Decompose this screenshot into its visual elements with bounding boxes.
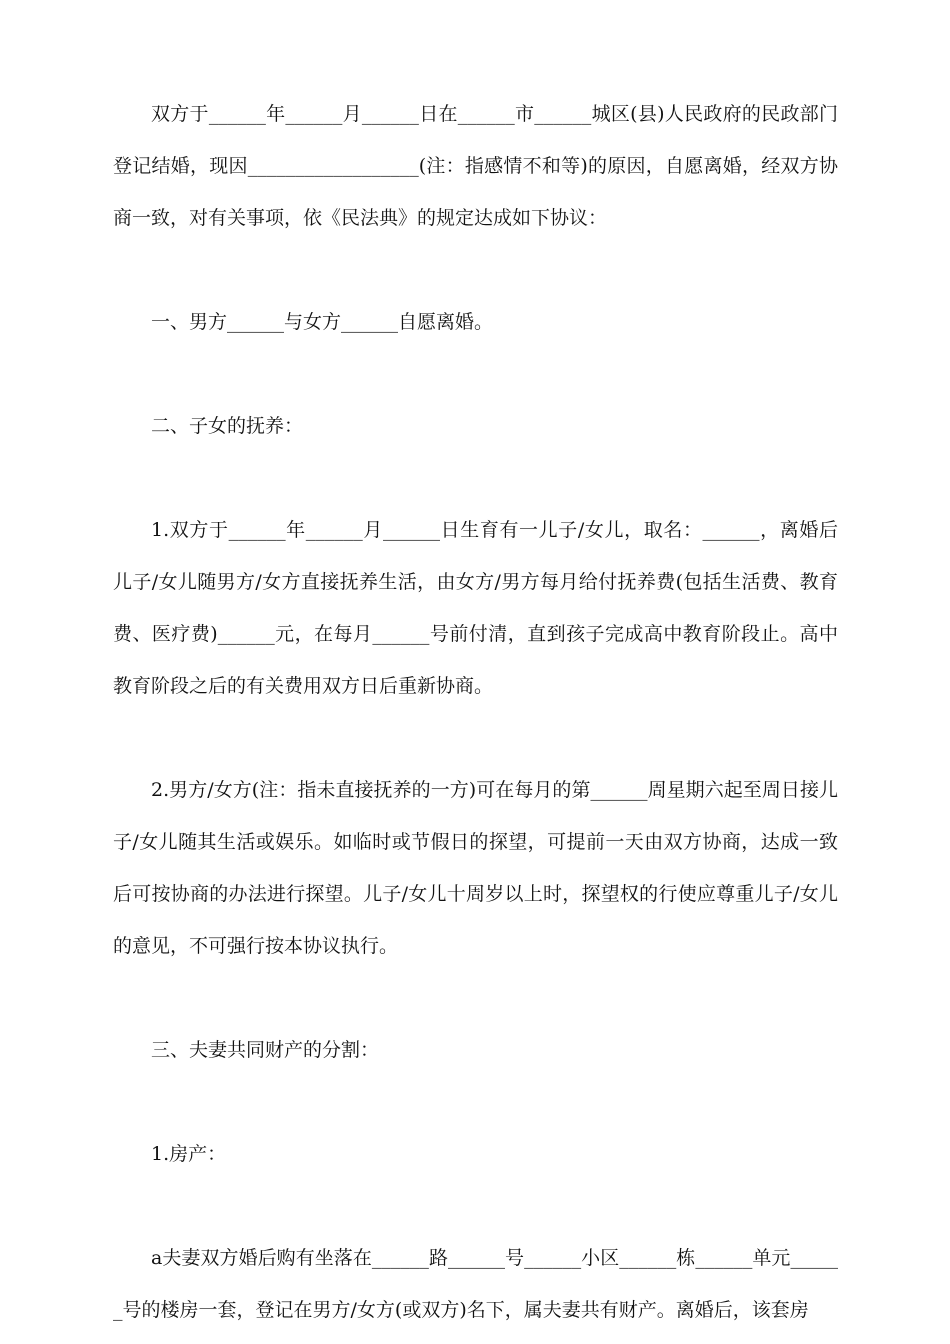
paragraph-gap [113, 972, 838, 1024]
document-page [113, 88, 838, 1336]
paragraph-child-custody: 1.双方于______年______月______日生育有一儿子/女儿，取名：______，离婚后儿子/女儿随男方/女方直接抚养生活，由女方/男方每月给付抚养费(包括生活费、教育费、医疗费)______元，在每月______号前付清，直到孩子完成高中教育阶段止。高中教育阶段之后的有关费用双方日后重新协商。 [113, 519, 838, 697]
paragraph-gap [113, 452, 838, 504]
paragraph-gap [113, 244, 838, 296]
paragraph-gap [113, 1076, 838, 1128]
paragraph-intro: 双方于______年______月______日在______市______城区(县)人民政府的民政部门登记结婚，现因__________________(注：指感情不和等)的原因，自愿离婚，经双方协商一致，对有关事项，依《民法典》的规定达成如下协议： [113, 103, 838, 229]
paragraph-house: a夫妻双方婚后购有坐落在______路______号______小区______栋______单元______号的楼房一套，登记在男方/女方(或双方)名下，属夫妻共有财产。离婚后，该套房 [113, 1247, 838, 1321]
paragraph-property-heading: 1.房产： [151, 1143, 227, 1165]
paragraph-gap [113, 1180, 838, 1232]
paragraph-section-one: 一、男方______与女方______自愿离婚。 [151, 311, 494, 333]
paragraph-section-two-heading: 二、子女的抚养： [151, 415, 304, 437]
paragraph-section-three-heading: 三、夫妻共同财产的分割： [151, 1039, 380, 1061]
paragraph-gap [113, 712, 838, 764]
paragraph-gap [113, 348, 838, 400]
paragraph-visitation: 2.男方/女方(注：指未直接抚养的一方)可在每月的第______周星期六起至周日接儿子/女儿随其生活或娱乐。如临时或节假日的探望，可提前一天由双方协商，达成一致后可按协商的办法进行探望。儿子/女儿十周岁以上时，探望权的行使应尊重儿子/女儿的意见，不可强行按本协议执行。 [113, 779, 838, 957]
